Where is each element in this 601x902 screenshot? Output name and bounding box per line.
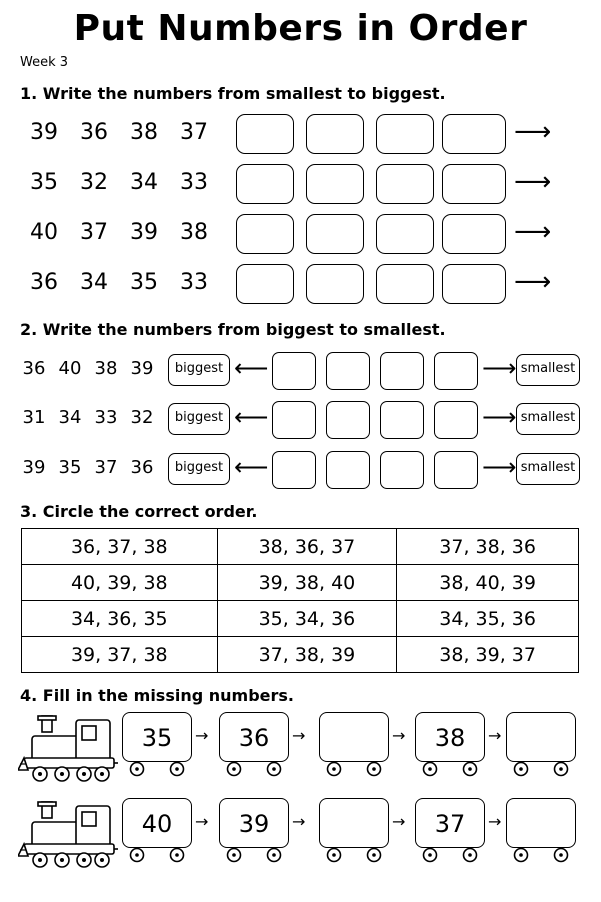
answer-box[interactable] [380,352,424,390]
answer-box[interactable] [376,164,434,204]
section1-heading: 1. Write the numbers from smallest to biggest. [20,84,446,103]
answer-box[interactable] [376,264,434,304]
smallest-label: smallest [516,453,580,485]
number: 38 [94,358,118,379]
section4-heading: 4. Fill in the missing numbers. [20,686,294,705]
connector-arrow-icon: → [392,726,406,745]
order-option-cell[interactable]: 37, 38, 39 [217,637,397,673]
train-car[interactable] [219,712,289,762]
train-car-number: 35 [141,724,173,752]
number: 38 [180,220,208,245]
wheels-icon [415,848,485,864]
order-option-cell[interactable]: 40, 39, 38 [22,565,218,601]
answer-box[interactable] [306,164,364,204]
train-car-number: 37 [434,810,466,838]
number: 32 [130,407,154,428]
order-option-cell[interactable]: 36, 37, 38 [22,529,218,565]
biggest-label: biggest [168,403,230,435]
train-car[interactable] [506,712,576,762]
right-arrow-icon: ⟶ [482,453,517,481]
number: 31 [22,407,46,428]
answer-box[interactable] [272,451,316,489]
order-table [21,528,579,673]
answer-box[interactable] [442,164,506,204]
train-car-number: 38 [434,724,466,752]
answer-box[interactable] [326,352,370,390]
answer-box[interactable] [380,451,424,489]
table-row [22,565,579,601]
order-option-cell[interactable]: 39, 37, 38 [22,637,218,673]
number: 36 [80,120,108,145]
connector-arrow-icon: → [488,726,502,745]
smallest-label: smallest [516,403,580,435]
answer-box[interactable] [306,264,364,304]
train-car[interactable] [319,712,389,762]
wheels-icon [415,762,485,778]
table-row [22,529,579,565]
answer-box[interactable] [376,114,434,154]
number: 39 [30,120,58,145]
number: 33 [94,407,118,428]
left-arrow-icon: ⟵ [234,453,269,481]
connector-arrow-icon: → [195,726,209,745]
smallest-label: smallest [516,354,580,386]
train-car[interactable] [415,712,485,762]
number: 39 [130,358,154,379]
page-title: Put Numbers in Order [73,8,528,49]
number: 33 [180,170,208,195]
table-row [22,637,579,673]
number: 35 [130,270,158,295]
order-option-cell[interactable]: 39, 38, 40 [217,565,397,601]
train-car[interactable] [415,798,485,848]
number: 32 [80,170,108,195]
answer-box[interactable] [236,114,294,154]
table-row [22,601,579,637]
number: 40 [30,220,58,245]
order-option-cell[interactable]: 38, 40, 39 [397,565,579,601]
wheels-icon [122,762,192,778]
train-car[interactable] [219,798,289,848]
connector-arrow-icon: → [195,812,209,831]
answer-box[interactable] [442,114,506,154]
locomotive-icon [18,800,118,870]
number: 37 [80,220,108,245]
biggest-label: biggest [168,354,230,386]
wheels-icon [219,848,289,864]
order-option-cell[interactable]: 35, 34, 36 [217,601,397,637]
wheels-icon [219,762,289,778]
answer-box[interactable] [442,214,506,254]
answer-box[interactable] [380,401,424,439]
number: 39 [22,457,46,478]
answer-box[interactable] [434,401,478,439]
answer-box[interactable] [434,451,478,489]
number: 40 [58,358,82,379]
right-arrow-icon: ⟶ [514,117,552,147]
number: 37 [180,120,208,145]
answer-box[interactable] [434,352,478,390]
answer-box[interactable] [272,401,316,439]
answer-box[interactable] [272,352,316,390]
right-arrow-icon: ⟶ [514,267,552,297]
right-arrow-icon: ⟶ [482,354,517,382]
wheels-icon [506,848,576,864]
answer-box[interactable] [306,114,364,154]
connector-arrow-icon: → [292,812,306,831]
number: 36 [22,358,46,379]
order-option-cell[interactable]: 34, 35, 36 [397,601,579,637]
answer-box[interactable] [326,401,370,439]
train-car-number: 39 [238,810,270,838]
left-arrow-icon: ⟵ [234,354,269,382]
number: 34 [80,270,108,295]
number: 36 [130,457,154,478]
answer-box[interactable] [236,214,294,254]
connector-arrow-icon: → [392,812,406,831]
train-car[interactable] [122,712,192,762]
biggest-label: biggest [168,453,230,485]
number: 38 [130,120,158,145]
number: 35 [58,457,82,478]
train-car[interactable] [122,798,192,848]
connector-arrow-icon: → [488,812,502,831]
order-option-cell[interactable]: 38, 39, 37 [397,637,579,673]
answer-box[interactable] [326,451,370,489]
answer-box[interactable] [442,264,506,304]
section3-heading: 3. Circle the correct order. [20,502,258,521]
train-car[interactable] [319,798,389,848]
number: 34 [130,170,158,195]
answer-box[interactable] [236,264,294,304]
number: 39 [130,220,158,245]
locomotive-icon [18,714,118,784]
train-car-number: 40 [141,810,173,838]
right-arrow-icon: ⟶ [482,403,517,431]
train-car-number: 36 [238,724,270,752]
order-option-cell[interactable]: 34, 36, 35 [22,601,218,637]
section2-heading: 2. Write the numbers from biggest to smallest. [20,320,446,339]
left-arrow-icon: ⟵ [234,403,269,431]
answer-box[interactable] [306,214,364,254]
wheels-icon [319,848,389,864]
right-arrow-icon: ⟶ [514,167,552,197]
week-label: Week 3 [20,55,69,70]
number: 34 [58,407,82,428]
number: 33 [180,270,208,295]
number: 35 [30,170,58,195]
order-option-cell[interactable]: 38, 36, 37 [217,529,397,565]
connector-arrow-icon: → [292,726,306,745]
wheels-icon [122,848,192,864]
number: 36 [30,270,58,295]
right-arrow-icon: ⟶ [514,217,552,247]
answer-box[interactable] [236,164,294,204]
train-car[interactable] [506,798,576,848]
wheels-icon [319,762,389,778]
answer-box[interactable] [376,214,434,254]
order-option-cell[interactable]: 37, 38, 36 [397,529,579,565]
wheels-icon [506,762,576,778]
number: 37 [94,457,118,478]
